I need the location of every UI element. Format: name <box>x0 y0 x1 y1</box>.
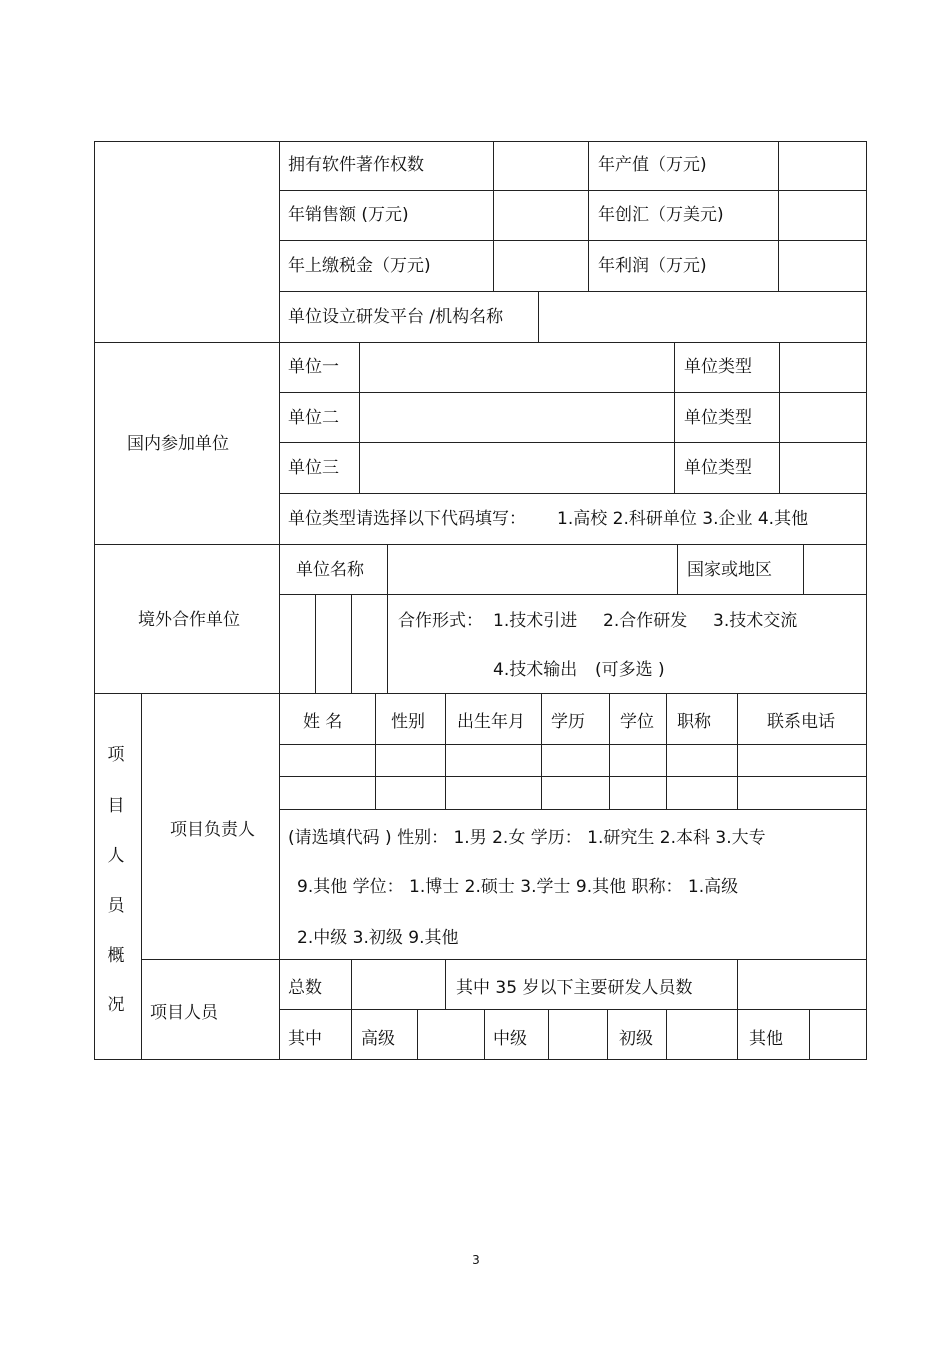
grid-line <box>280 1009 867 1010</box>
section-char: 概 <box>107 946 125 966</box>
grid-line <box>674 342 675 494</box>
grid-line <box>484 1009 485 1060</box>
grid-line <box>445 693 446 810</box>
grid-line <box>387 594 388 694</box>
column-header-gender: 性别 <box>391 712 425 732</box>
grid-line <box>803 544 804 595</box>
grid-line <box>737 959 738 1010</box>
coop-multi-note: (可多选 ) <box>595 660 665 680</box>
grid-line <box>548 1009 549 1060</box>
label-software-copyrights: 拥有软件著作权数 <box>288 155 424 175</box>
grid-line <box>445 959 446 1010</box>
section-char: 况 <box>107 995 125 1015</box>
grid-line <box>351 959 352 1060</box>
grid-line <box>607 1009 608 1060</box>
code-instructions-line2: 9.其他 学位： 1.博士 2.硕士 3.学士 9.其他 职称： 1.高级 <box>297 877 739 897</box>
code-instructions-line3: 2.中级 3.初级 9.其他 <box>297 928 459 948</box>
grid-line <box>280 809 867 810</box>
table-border-bottom <box>94 1059 867 1060</box>
grid-line <box>737 693 738 810</box>
grid-line <box>141 693 142 1060</box>
unit-type-codes: 1.高校 2.科研单位 3.企业 4.其他 <box>557 509 809 529</box>
grid-line <box>280 776 867 777</box>
grid-line <box>351 594 352 694</box>
table-border-left <box>94 141 95 1060</box>
label-rd-platform: 单位设立研发平台 /机构名称 <box>288 307 504 327</box>
column-header-name: 姓 名 <box>303 712 343 732</box>
grid-line <box>141 959 867 960</box>
grid-line <box>609 693 610 810</box>
label-annual-profit: 年利润（万元) <box>598 256 707 276</box>
section-char: 员 <box>107 896 125 916</box>
label-unit-name: 单位名称 <box>296 560 364 580</box>
label-annual-output: 年产值（万元) <box>598 155 707 175</box>
label-unit-type: 单位类型 <box>684 458 752 478</box>
label-other: 其他 <box>749 1029 783 1049</box>
label-unit1: 单位一 <box>288 357 339 377</box>
label-annual-tax: 年上缴税金（万元) <box>288 256 431 276</box>
label-total: 总数 <box>288 978 322 998</box>
column-header-phone: 联系电话 <box>767 712 835 732</box>
grid-line <box>809 1009 810 1060</box>
column-header-education: 学历 <box>551 712 585 732</box>
table-border-top <box>94 141 867 142</box>
column-header-birth: 出生年月 <box>457 712 525 732</box>
grid-line <box>677 544 678 595</box>
grid-line <box>94 693 867 694</box>
coop-option: 2.合作研发 <box>603 611 688 631</box>
label-unit-type: 单位类型 <box>684 408 752 428</box>
grid-line <box>94 342 867 343</box>
grid-line <box>778 141 779 292</box>
label-country: 国家或地区 <box>687 560 772 580</box>
coop-form-label: 合作形式： <box>398 611 483 631</box>
section-label-domestic: 国内参加单位 <box>127 434 229 454</box>
section-char: 人 <box>107 846 125 866</box>
coop-option: 4.技术输出 <box>493 660 578 680</box>
grid-line <box>280 594 867 595</box>
grid-line <box>493 141 494 292</box>
label-unit3: 单位三 <box>288 458 339 478</box>
page-number: 3 <box>472 1253 480 1267</box>
section-char: 目 <box>107 796 125 816</box>
table-border-right <box>866 141 867 1060</box>
label-under35: 其中 35 岁以下主要研发人员数 <box>456 978 693 998</box>
label-unit2: 单位二 <box>288 408 339 428</box>
column-header-degree: 学位 <box>620 712 654 732</box>
grid-line <box>737 1009 738 1060</box>
grid-line <box>279 141 280 1060</box>
label-junior: 初级 <box>619 1029 653 1049</box>
grid-line <box>666 693 667 810</box>
section-label-overseas: 境外合作单位 <box>138 610 240 630</box>
coop-option: 1.技术引进 <box>493 611 578 631</box>
grid-line <box>375 693 376 810</box>
grid-line <box>666 1009 667 1060</box>
label-unit-type: 单位类型 <box>684 357 752 377</box>
grid-line <box>387 544 388 595</box>
section-char: 项 <box>107 745 125 765</box>
grid-line <box>94 544 867 545</box>
label-annual-sales: 年销售额 (万元) <box>288 205 409 225</box>
unit-type-note: 单位类型请选择以下代码填写： <box>288 509 526 529</box>
coop-option: 3.技术交流 <box>713 611 798 631</box>
label-among: 其中 <box>288 1029 322 1049</box>
label-annual-forex: 年创汇（万美元) <box>598 205 724 225</box>
label-project-staff: 项目人员 <box>150 1003 218 1023</box>
grid-line <box>359 342 360 494</box>
grid-line <box>541 693 542 810</box>
column-header-title: 职称 <box>677 712 711 732</box>
grid-line <box>779 342 780 494</box>
grid-line <box>538 291 539 342</box>
code-instructions-line1: (请选填代码 ) 性别： 1.男 2.女 学历： 1.研究生 2.本科 3.大专 <box>288 828 766 848</box>
grid-line <box>280 744 867 745</box>
label-project-leader: 项目负责人 <box>170 820 255 840</box>
grid-line <box>417 1009 418 1060</box>
label-senior: 高级 <box>361 1029 395 1049</box>
grid-line <box>588 141 589 292</box>
label-middle: 中级 <box>493 1029 527 1049</box>
grid-line <box>315 594 316 694</box>
